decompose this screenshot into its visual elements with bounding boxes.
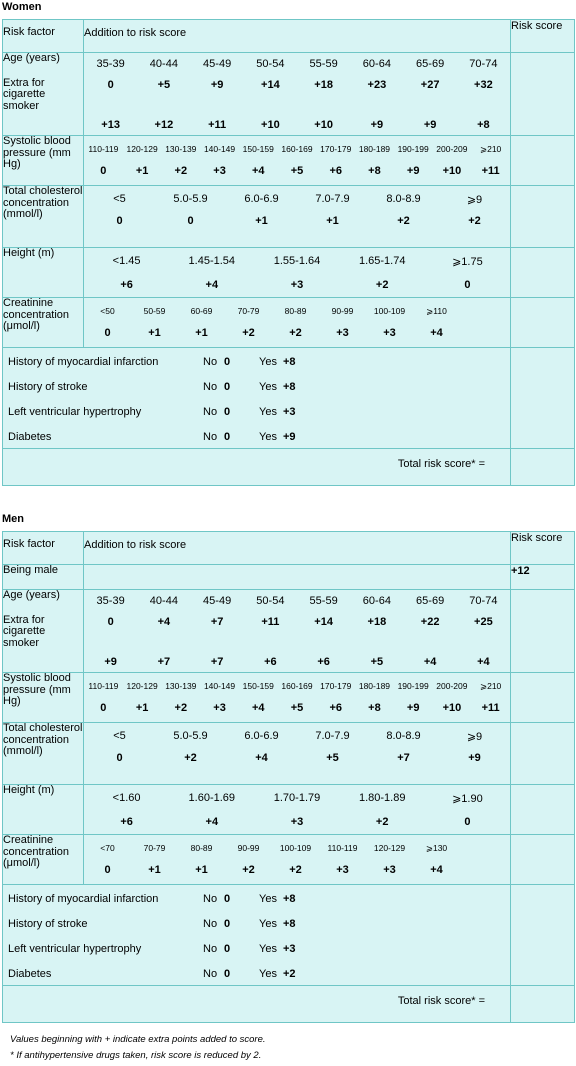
smoker-points-cell: +9 <box>370 119 384 131</box>
yes-points: +2 <box>283 968 296 980</box>
creat-points <box>84 854 510 876</box>
chol-addition <box>84 186 511 248</box>
smoker-points <box>84 628 510 668</box>
age-ranges-cell: 35-39 <box>96 595 125 607</box>
header-addition: Addition to risk score <box>84 20 511 53</box>
age-points-cell: +5 <box>157 79 171 91</box>
smoker-points <box>84 91 510 131</box>
sbp-points-cell: +3 <box>213 165 226 177</box>
age-score <box>511 53 575 136</box>
no-label: No <box>203 431 218 443</box>
yes-label: Yes <box>259 381 277 393</box>
chol-ranges-cell: <5 <box>113 730 126 742</box>
height-score <box>511 248 575 298</box>
sbp-ranges-cell: 120-129 <box>126 681 158 691</box>
chol-ranges-cell: ⩾9 <box>466 731 483 743</box>
sbp-points-cell: +4 <box>251 702 265 714</box>
no-points: 0 <box>224 356 231 368</box>
creat-ranges-cell: 70-79 <box>143 843 166 853</box>
smoker-points-cell: +7 <box>210 656 224 668</box>
height-ranges-cell: <1.45 <box>112 255 141 267</box>
chol-score <box>511 186 575 248</box>
women-title: Women <box>2 1 42 13</box>
yes-label: Yes <box>259 356 277 368</box>
chol-points-cell: +2 <box>397 215 410 227</box>
age-points-cell: +7 <box>210 616 224 628</box>
yesno-row <box>3 960 510 985</box>
creat-score <box>511 298 575 348</box>
age-points-cell: +18 <box>314 79 333 91</box>
height-points-cell: +2 <box>375 279 389 291</box>
sbp-ranges-cell: 180-189 <box>358 681 391 691</box>
sbp-addition <box>84 136 511 186</box>
chol-ranges-cell: 6.0-6.9 <box>244 730 279 742</box>
yesno-label: History of stroke <box>8 918 88 930</box>
sbp-ranges-cell: 190-199 <box>397 144 429 154</box>
sbp-ranges-cell: 180-189 <box>358 144 391 154</box>
no-points: 0 <box>224 968 231 980</box>
sbp-points-cell: +9 <box>406 165 420 177</box>
height-points-cell: +6 <box>120 279 133 291</box>
creat-addition <box>84 298 511 348</box>
sbp-score <box>511 673 575 723</box>
sbp-ranges-cell: 130-139 <box>165 681 197 691</box>
sbp-points-cell: +9 <box>406 702 420 714</box>
height-points-cell: +3 <box>290 279 304 291</box>
smoker-points-cell: +6 <box>317 656 330 668</box>
chol-ranges-cell: 7.0-7.9 <box>315 730 350 742</box>
sbp-ranges-cell: 130-139 <box>165 144 197 154</box>
sbp-points-cell: +4 <box>251 165 265 177</box>
chol-ranges-cell: <5 <box>113 193 126 205</box>
age-ranges-cell: 65-69 <box>416 595 445 607</box>
creat-points-cell: +1 <box>195 327 208 339</box>
sbp-points-cell: +1 <box>135 702 149 714</box>
height-addition <box>84 248 511 298</box>
age-ranges-cell: 45-49 <box>203 595 232 607</box>
smoker-points-cell: +11 <box>208 119 227 131</box>
creat-points-cell: +3 <box>336 327 349 339</box>
sbp-ranges-cell: 120-129 <box>126 144 158 154</box>
height-ranges-cell: <1.60 <box>112 792 141 804</box>
yesno-row <box>3 373 510 398</box>
chol-points-cell: 0 <box>116 752 123 764</box>
age-ranges-cell: 70-74 <box>469 58 498 70</box>
height-points-cell: 0 <box>464 816 471 828</box>
height-addition <box>84 785 511 835</box>
chol-ranges-cell: ⩾9 <box>466 194 483 206</box>
sbp-ranges-cell: 140-149 <box>203 144 236 154</box>
no-points: 0 <box>224 943 231 955</box>
creat-label: Creatinine concentration (μmol/l) <box>3 835 84 885</box>
creat-addition <box>84 835 511 885</box>
creat-points-cell: +3 <box>336 864 349 876</box>
creat-points-cell: +1 <box>148 327 161 339</box>
creat-points-cell: +4 <box>430 864 443 876</box>
age-points-cell: +27 <box>420 79 440 91</box>
age-points-cell: +4 <box>157 616 171 628</box>
total-score <box>511 986 575 1023</box>
age-ranges-cell: 50-54 <box>256 58 285 70</box>
sbp-ranges-cell: 160-169 <box>281 144 313 154</box>
yesno-label: History of myocardial infarction <box>8 893 159 905</box>
no-points: 0 <box>224 893 231 905</box>
chol-addition <box>84 723 511 785</box>
yesno-label: Left ventricular hypertrophy <box>8 943 142 955</box>
yes-points: +8 <box>283 893 296 905</box>
yesno-row <box>3 398 510 423</box>
smoker-label: Extra for cigarette smoker <box>3 76 46 112</box>
age-ranges-cell: 70-74 <box>469 595 498 607</box>
chol-points-cell: +2 <box>184 752 197 764</box>
sbp-points <box>84 155 510 177</box>
yesno-label: Diabetes <box>8 968 52 980</box>
creat-ranges <box>84 298 510 317</box>
chol-ranges-cell: 5.0-5.9 <box>173 730 208 742</box>
creat-points-cell: +2 <box>289 327 302 339</box>
height-label: Height (m) <box>3 248 84 298</box>
yes-label: Yes <box>259 406 277 418</box>
height-label: Height (m) <box>3 785 84 835</box>
height-ranges-cell: 1.60-1.69 <box>188 792 236 804</box>
yesno-row <box>3 423 510 448</box>
age-ranges-cell: 65-69 <box>416 58 445 70</box>
creat-points-cell: +2 <box>289 864 302 876</box>
smoker-points-cell: +10 <box>314 119 333 131</box>
age-ranges-cell: 60-64 <box>362 58 391 70</box>
creat-ranges-cell: 90-99 <box>237 843 260 853</box>
creat-ranges-cell: ⩾110 <box>426 306 447 316</box>
age-score <box>511 590 575 673</box>
being-male-label: Being male <box>3 565 84 590</box>
creat-points-cell: +2 <box>242 327 255 339</box>
smoker-points-cell: +8 <box>477 119 490 131</box>
age-factor <box>3 53 84 136</box>
sbp-ranges-cell: 190-199 <box>397 681 429 691</box>
sbp-points-cell: +5 <box>290 165 304 177</box>
chol-points <box>84 743 510 764</box>
yesno-label: History of myocardial infarction <box>8 356 159 368</box>
age-points <box>84 70 510 91</box>
smoker-points-cell: +5 <box>370 656 384 668</box>
creat-score <box>511 835 575 885</box>
chol-ranges-cell: 7.0-7.9 <box>315 193 350 205</box>
chol-points-cell: +9 <box>468 752 481 764</box>
creat-ranges-cell: 100-109 <box>373 306 406 316</box>
sbp-ranges-cell: 200-209 <box>436 144 468 154</box>
sbp-points-cell: 0 <box>100 165 107 177</box>
being-male-addition <box>84 565 511 590</box>
creat-points-cell: +1 <box>148 864 161 876</box>
creat-points-cell: +2 <box>242 864 255 876</box>
sbp-ranges-cell: 110-119 <box>88 681 119 691</box>
age-addition <box>84 53 511 136</box>
yesno-block <box>3 348 511 449</box>
yes-label: Yes <box>259 918 277 930</box>
yes-label: Yes <box>259 431 277 443</box>
header-risk-factor: Risk factor <box>3 20 84 53</box>
creat-ranges-cell: 90-99 <box>331 306 354 316</box>
yesno-block <box>3 885 511 986</box>
sbp-points-cell: +6 <box>329 165 342 177</box>
height-ranges <box>84 785 510 805</box>
sbp-ranges-cell: 160-169 <box>281 681 313 691</box>
smoker-points-cell: +12 <box>154 119 174 131</box>
no-points: 0 <box>224 918 231 930</box>
age-ranges <box>84 53 510 70</box>
creat-ranges-cell: ⩾130 <box>425 843 448 853</box>
height-ranges-cell: 1.70-1.79 <box>273 792 321 804</box>
age-ranges <box>84 590 510 607</box>
height-ranges-cell: ⩾1.90 <box>452 793 483 805</box>
yes-points: +8 <box>283 918 296 930</box>
age-points-cell: +22 <box>420 616 440 628</box>
yesno-row <box>3 935 510 960</box>
creat-ranges-cell: 50-59 <box>143 306 166 316</box>
no-label: No <box>203 406 218 418</box>
height-ranges-cell: 1.55-1.64 <box>273 255 321 267</box>
height-ranges-cell: 1.80-1.89 <box>358 792 406 804</box>
chol-points-cell: +2 <box>468 215 481 227</box>
yesno-score <box>511 885 575 986</box>
age-points-cell: +25 <box>474 616 493 628</box>
sbp-points-cell: +1 <box>135 165 149 177</box>
age-points-cell: +32 <box>474 79 493 91</box>
sbp-points-cell: +11 <box>481 702 500 714</box>
no-label: No <box>203 893 218 905</box>
chol-points-cell: +4 <box>255 752 268 764</box>
yes-label: Yes <box>259 943 277 955</box>
height-points-cell: +2 <box>375 816 389 828</box>
chol-points-cell: +1 <box>255 215 268 227</box>
smoker-points-cell: +6 <box>264 656 277 668</box>
age-ranges-cell: 35-39 <box>96 58 125 70</box>
footnote-antihypertensive: * If antihypertensive drugs taken, risk score is reduced by 2. <box>10 1050 262 1061</box>
sbp-ranges-cell: 170-179 <box>320 144 352 154</box>
no-label: No <box>203 381 218 393</box>
smoker-points-cell: +4 <box>477 656 490 668</box>
sbp-ranges-cell: 150-159 <box>242 681 274 691</box>
creat-ranges <box>84 835 510 854</box>
age-factor <box>3 590 84 673</box>
sbp-points-cell: +2 <box>174 165 188 177</box>
chol-points-cell: 0 <box>187 215 194 227</box>
age-ranges-cell: 50-54 <box>256 595 285 607</box>
age-ranges-cell: 55-59 <box>309 595 338 607</box>
age-points <box>84 607 510 628</box>
height-points <box>84 805 510 828</box>
creat-points-cell: +3 <box>383 327 396 339</box>
height-ranges <box>84 248 510 268</box>
sbp-label: Systolic blood pressure (mm Hg) <box>3 673 84 723</box>
age-points-cell: 0 <box>107 616 114 628</box>
creat-ranges-cell: 70-79 <box>237 306 260 316</box>
chol-label: Total cholesterol concentration (mmol/l) <box>3 723 84 785</box>
sbp-label: Systolic blood pressure (mm Hg) <box>3 136 84 186</box>
height-points-cell: 0 <box>464 279 471 291</box>
creat-points-cell: 0 <box>104 327 111 339</box>
creat-points-cell: +4 <box>430 327 443 339</box>
height-ranges-cell: ⩾1.75 <box>452 256 483 268</box>
yes-points: +9 <box>283 431 296 443</box>
yes-points: +8 <box>283 381 296 393</box>
sbp-points-cell: +8 <box>368 702 381 714</box>
total-score <box>511 449 575 486</box>
sbp-ranges-cell: 170-179 <box>320 681 352 691</box>
chol-ranges-cell: 8.0-8.9 <box>386 730 421 742</box>
sbp-points-cell: +8 <box>368 165 381 177</box>
no-points: 0 <box>224 431 231 443</box>
age-points-cell: +23 <box>367 79 387 91</box>
chol-label: Total cholesterol concentration (mmol/l) <box>3 186 84 248</box>
yesno-label: History of stroke <box>8 381 88 393</box>
age-points-cell: +9 <box>210 79 224 91</box>
women-table <box>2 19 575 486</box>
sbp-ranges-cell: ⩾210 <box>479 681 502 691</box>
no-label: No <box>203 968 218 980</box>
sbp-points-cell: +3 <box>213 702 226 714</box>
height-score <box>511 785 575 835</box>
age-label: Age (years) <box>3 589 60 601</box>
height-points <box>84 268 510 291</box>
being-male-score: +12 <box>511 565 575 590</box>
creat-points-cell: +1 <box>195 864 208 876</box>
smoker-points-cell: +9 <box>423 119 437 131</box>
age-ranges-cell: 45-49 <box>203 58 232 70</box>
chol-points-cell: +5 <box>326 752 339 764</box>
smoker-label: Extra for cigarette smoker <box>3 613 46 649</box>
sbp-score <box>511 136 575 186</box>
yesno-row <box>3 910 510 935</box>
creat-ranges-cell: 120-129 <box>373 843 406 853</box>
creat-points-cell: +3 <box>383 864 396 876</box>
smoker-points-cell: +10 <box>261 119 280 131</box>
creat-ranges-cell: 110-119 <box>327 843 358 853</box>
sbp-addition <box>84 673 511 723</box>
total-label: Total risk score* = <box>3 986 511 1023</box>
smoker-points-cell: +4 <box>423 656 437 668</box>
header-risk-factor: Risk factor <box>3 532 84 565</box>
yes-points: +8 <box>283 356 296 368</box>
chol-ranges <box>84 723 510 743</box>
height-points-cell: +4 <box>205 279 219 291</box>
yesno-row <box>3 885 510 910</box>
header-risk-score: Risk score <box>511 20 575 53</box>
creat-ranges-cell: 80-89 <box>284 306 307 316</box>
no-points: 0 <box>224 406 231 418</box>
sbp-ranges <box>84 136 510 155</box>
sbp-points-cell: +11 <box>481 165 500 177</box>
sbp-points-cell: +2 <box>174 702 188 714</box>
yes-label: Yes <box>259 968 277 980</box>
chol-points-cell: 0 <box>116 215 123 227</box>
yes-label: Yes <box>259 893 277 905</box>
yesno-label: Diabetes <box>8 431 52 443</box>
total-label: Total risk score* = <box>3 449 511 486</box>
smoker-points-cell: +7 <box>157 656 171 668</box>
chol-points-cell: +1 <box>326 215 339 227</box>
footnote-plus: Values beginning with + indicate extra points added to score. <box>10 1034 266 1045</box>
height-points-cell: +3 <box>290 816 304 828</box>
no-label: No <box>203 356 218 368</box>
yesno-label: Left ventricular hypertrophy <box>8 406 142 418</box>
creat-label: Creatinine concentration (μmol/l) <box>3 298 84 348</box>
height-points-cell: +4 <box>205 816 219 828</box>
sbp-ranges-cell: 140-149 <box>203 681 236 691</box>
sbp-ranges-cell: ⩾210 <box>479 144 502 154</box>
chol-ranges <box>84 186 510 206</box>
sbp-points <box>84 692 510 714</box>
creat-points-cell: 0 <box>104 864 111 876</box>
no-label: No <box>203 943 218 955</box>
sbp-points-cell: +10 <box>442 165 462 177</box>
sbp-ranges <box>84 673 510 692</box>
yesno-score <box>511 348 575 449</box>
sbp-points-cell: +5 <box>290 702 304 714</box>
sbp-ranges-cell: 200-209 <box>436 681 468 691</box>
sbp-points-cell: +10 <box>442 702 462 714</box>
chol-ranges-cell: 6.0-6.9 <box>244 193 279 205</box>
sbp-ranges-cell: 110-119 <box>88 144 119 154</box>
chol-ranges-cell: 8.0-8.9 <box>386 193 421 205</box>
sbp-points-cell: 0 <box>100 702 107 714</box>
header-addition: Addition to risk score <box>84 532 511 565</box>
yes-points: +3 <box>283 943 296 955</box>
men-table <box>2 531 575 1023</box>
smoker-points-cell: +9 <box>104 656 117 668</box>
creat-ranges-cell: 80-89 <box>190 843 213 853</box>
height-points-cell: +6 <box>120 816 133 828</box>
creat-ranges-cell: <70 <box>100 843 115 853</box>
smoker-points-cell: +13 <box>101 119 120 131</box>
yes-points: +3 <box>283 406 296 418</box>
age-ranges-cell: 40-44 <box>149 58 178 70</box>
creat-ranges-cell: 60-69 <box>190 306 213 316</box>
age-ranges-cell: 40-44 <box>149 595 178 607</box>
header-risk-score: Risk score <box>511 532 575 565</box>
age-label: Age (years) <box>3 52 60 64</box>
chol-ranges-cell: 5.0-5.9 <box>173 193 208 205</box>
age-ranges-cell: 55-59 <box>309 58 338 70</box>
no-label: No <box>203 918 218 930</box>
chol-points-cell: +7 <box>397 752 410 764</box>
age-points-cell: +11 <box>261 616 280 628</box>
height-ranges-cell: 1.45-1.54 <box>188 255 236 267</box>
yesno-row <box>3 348 510 373</box>
age-points-cell: +14 <box>261 79 280 91</box>
men-title: Men <box>2 513 24 525</box>
age-points-cell: 0 <box>107 79 114 91</box>
age-ranges-cell: 60-64 <box>362 595 391 607</box>
age-points-cell: +14 <box>314 616 333 628</box>
creat-ranges-cell: <50 <box>100 306 115 316</box>
sbp-points-cell: +6 <box>329 702 342 714</box>
no-points: 0 <box>224 381 231 393</box>
chol-points <box>84 206 510 227</box>
creat-points <box>84 317 510 339</box>
creat-ranges-cell: 100-109 <box>279 843 312 853</box>
age-addition <box>84 590 511 673</box>
age-points-cell: +18 <box>367 616 387 628</box>
sbp-ranges-cell: 150-159 <box>242 144 274 154</box>
height-ranges-cell: 1.65-1.74 <box>358 255 406 267</box>
chol-score <box>511 723 575 785</box>
